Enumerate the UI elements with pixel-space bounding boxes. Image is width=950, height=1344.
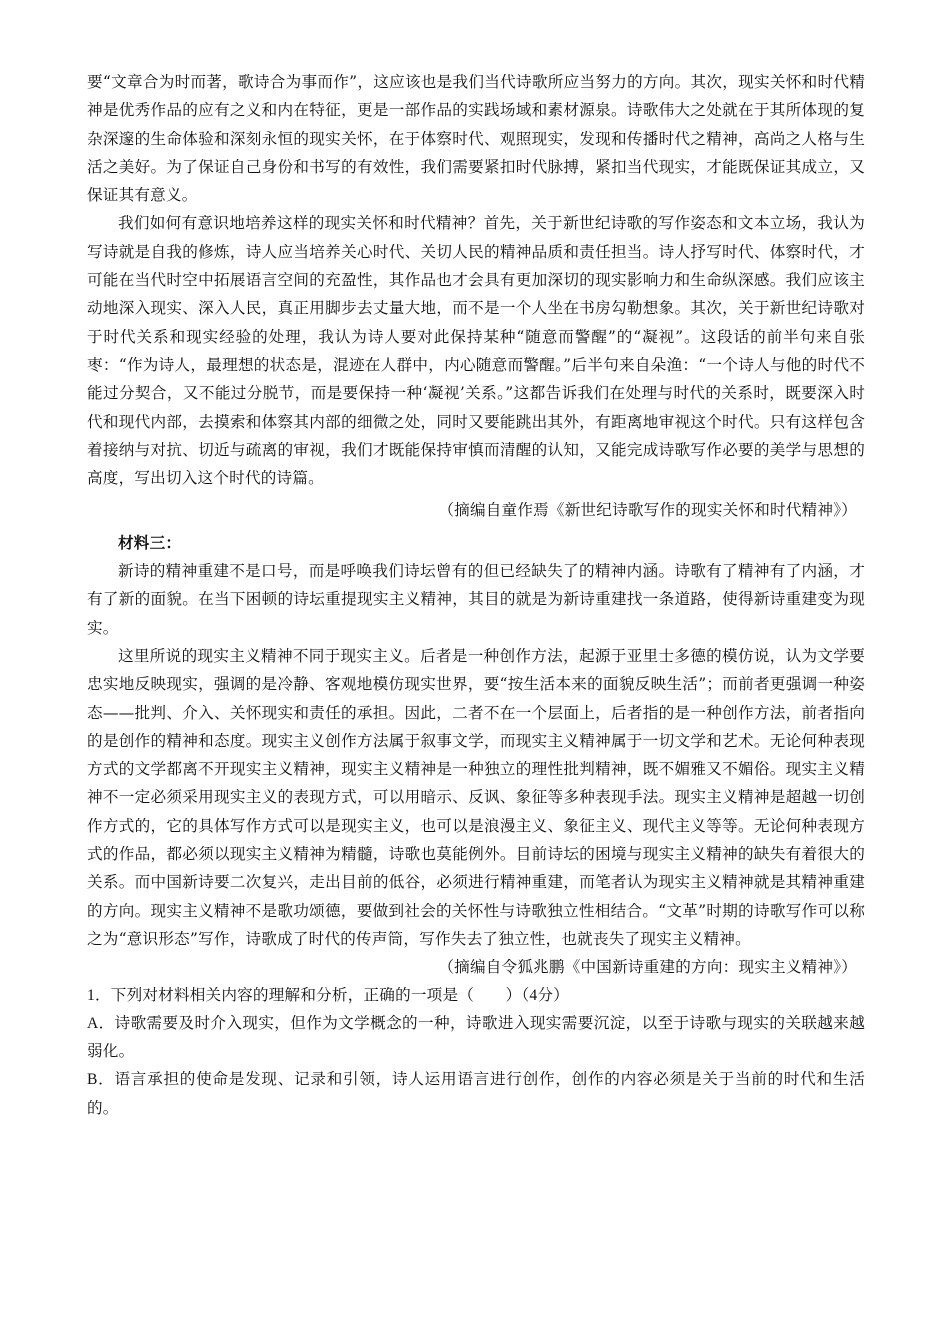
material3-paragraph-1: 新诗的精神重建不是口号，而是呼唤我们诗坛曾有的但已经缺失了的精神内涵。诗歌有了精神有了内涵，才有了新的面貌。在当下困顿的诗坛重提现实主义精神，其目的就是为新诗重建找一条道路，使得新诗重建变为现实。 — [87, 562, 865, 637]
question-1-option-a: A．诗歌需要及时介入现实，但作为文学概念的一种，诗歌进入现实需要沉淀，以至于诗歌与现实的关联越来越弱化。 — [87, 1014, 865, 1061]
material3-source: （摘编自令狐兆鹏《中国新诗重建的方向：现实主义精神》） — [438, 958, 857, 977]
material2-paragraph-2: 我们如何有意识地培养这样的现实关怀和时代精神？首先，关于新世纪诗歌的写作姿态和文本立场，我认为写诗就是自我的修炼，诗人应当培养关心时代、关切人民的精神品质和责任担当。诗人抒写时代、体察时代，才可能在当代时空中拓展语言空间的充盈性，其作品也才会具有更加深切的现实影响力和生命纵深感。我们应该主动地深入现实、深入人民，真正用脚步去丈量大地，而不是一个人坐在书房勾勒想象。其次，关于新世纪诗歌对于时代关系和现实经验的处理，我认为诗人要对此保持某种“随意而警醒”的“凝视”。这段话的前半句来自张枣：“作为诗人，最理想的状态是，混迹在人群中，内心随意而警醒。”后半句来自朵渔：“一个诗人与他的时代不能过分契合，又不能过分脱节，而是要保持一种‘凝视’关系。”这都告诉我们在处理与时代的关系时，既要深入时代和现代内部，去摸索和体察其内部的细微之处，同时又要能跳出其外，有距离地审视这个时代。只有这样包含着接纳与对抗、切近与疏离的审视，我们才既能保持审慎而清醒的认知，又能完成诗歌写作必要的美学与思想的高度，写出切入这个时代的诗篇。 — [87, 214, 865, 488]
question-1-option-b: B．语言承担的使命是发现、记录和引领，诗人运用语言进行创作，创作的内容必须是关于当前的时代和生活的。 — [87, 1071, 865, 1117]
material3-heading: 材料三： — [118, 532, 182, 552]
material2-source: （摘编自童作焉《新世纪诗歌写作的现实关怀和时代精神》） — [438, 501, 857, 520]
question-1-stem: 1．下列对材料相关内容的理解和分析，正确的一项是（ ）（4分） — [87, 986, 570, 1004]
document-page — [87, 68, 865, 1123]
material3-paragraph-2: 这里所说的现实主义精神不同于现实主义。后者是一种创作方法，起源于亚里士多德的模仿说，认为文学要忠实地反映现实，强调的是冷静、客观地模仿现实世界，要“按生活本来的面貌反映生活”；而前者更强调一种姿态——批判、介入、关怀现实和责任的承担。因此，二者不在一个层面上，后者指的是一种创作方法，前者指向的是创作的精神和态度。现实主义创作方法属于叙事文学，而现实主义精神属于一切文学和艺术。无论何种表现方式的文学都离不开现实主义精神，现实主义精神是一种独立的理性批判精神，既不媚雅又不媚俗。现实主义精神不一定必须采用现实主义的表现方式，可以用暗示、反讽、象征等多种表现手法。现实主义精神是超越一切创作方式的，它的具体写作方式可以是现实主义，也可以是浪漫主义、象征主义、现代主义等等。无论何种表现方式的作品，都必须以现实主义精神为精髓，诗歌也莫能例外。目前诗坛的困境与现实主义精神的缺失有着很大的关系。而中国新诗要二次复兴，走出目前的低谷，必须进行精神重建，而笔者认为现实主义精神就是其精神重建的方向。现实主义精神不是歌功颂德，要做到社会的关怀性与诗歌独立性相结合。“文革”时期的诗歌写作可以称之为“意识形态”写作，诗歌成了时代的传声筒，写作失去了独立性，也就丧失了现实主义精神。 — [87, 646, 865, 948]
material2-paragraph-continued: 要“文章合为时而著，歌诗合为事而作”，这应该也是我们当代诗歌所应当努力的方向。其次，现实关怀和时代精神是优秀作品的应有之义和内在特征，更是一部作品的实践场域和素材源泉。诗歌伟大之处就在于其所体现的复杂深邃的生命体验和深刻永恒的现实关怀，在于体察时代、观照现实，发现和传播时代之精神，高尚之人格与生活之美好。为了保证自己身份和书写的有效性，我们需要紧扣时代脉搏，紧扣当代现实，才能既保证其成立，又保证其有意义。 — [87, 73, 865, 205]
